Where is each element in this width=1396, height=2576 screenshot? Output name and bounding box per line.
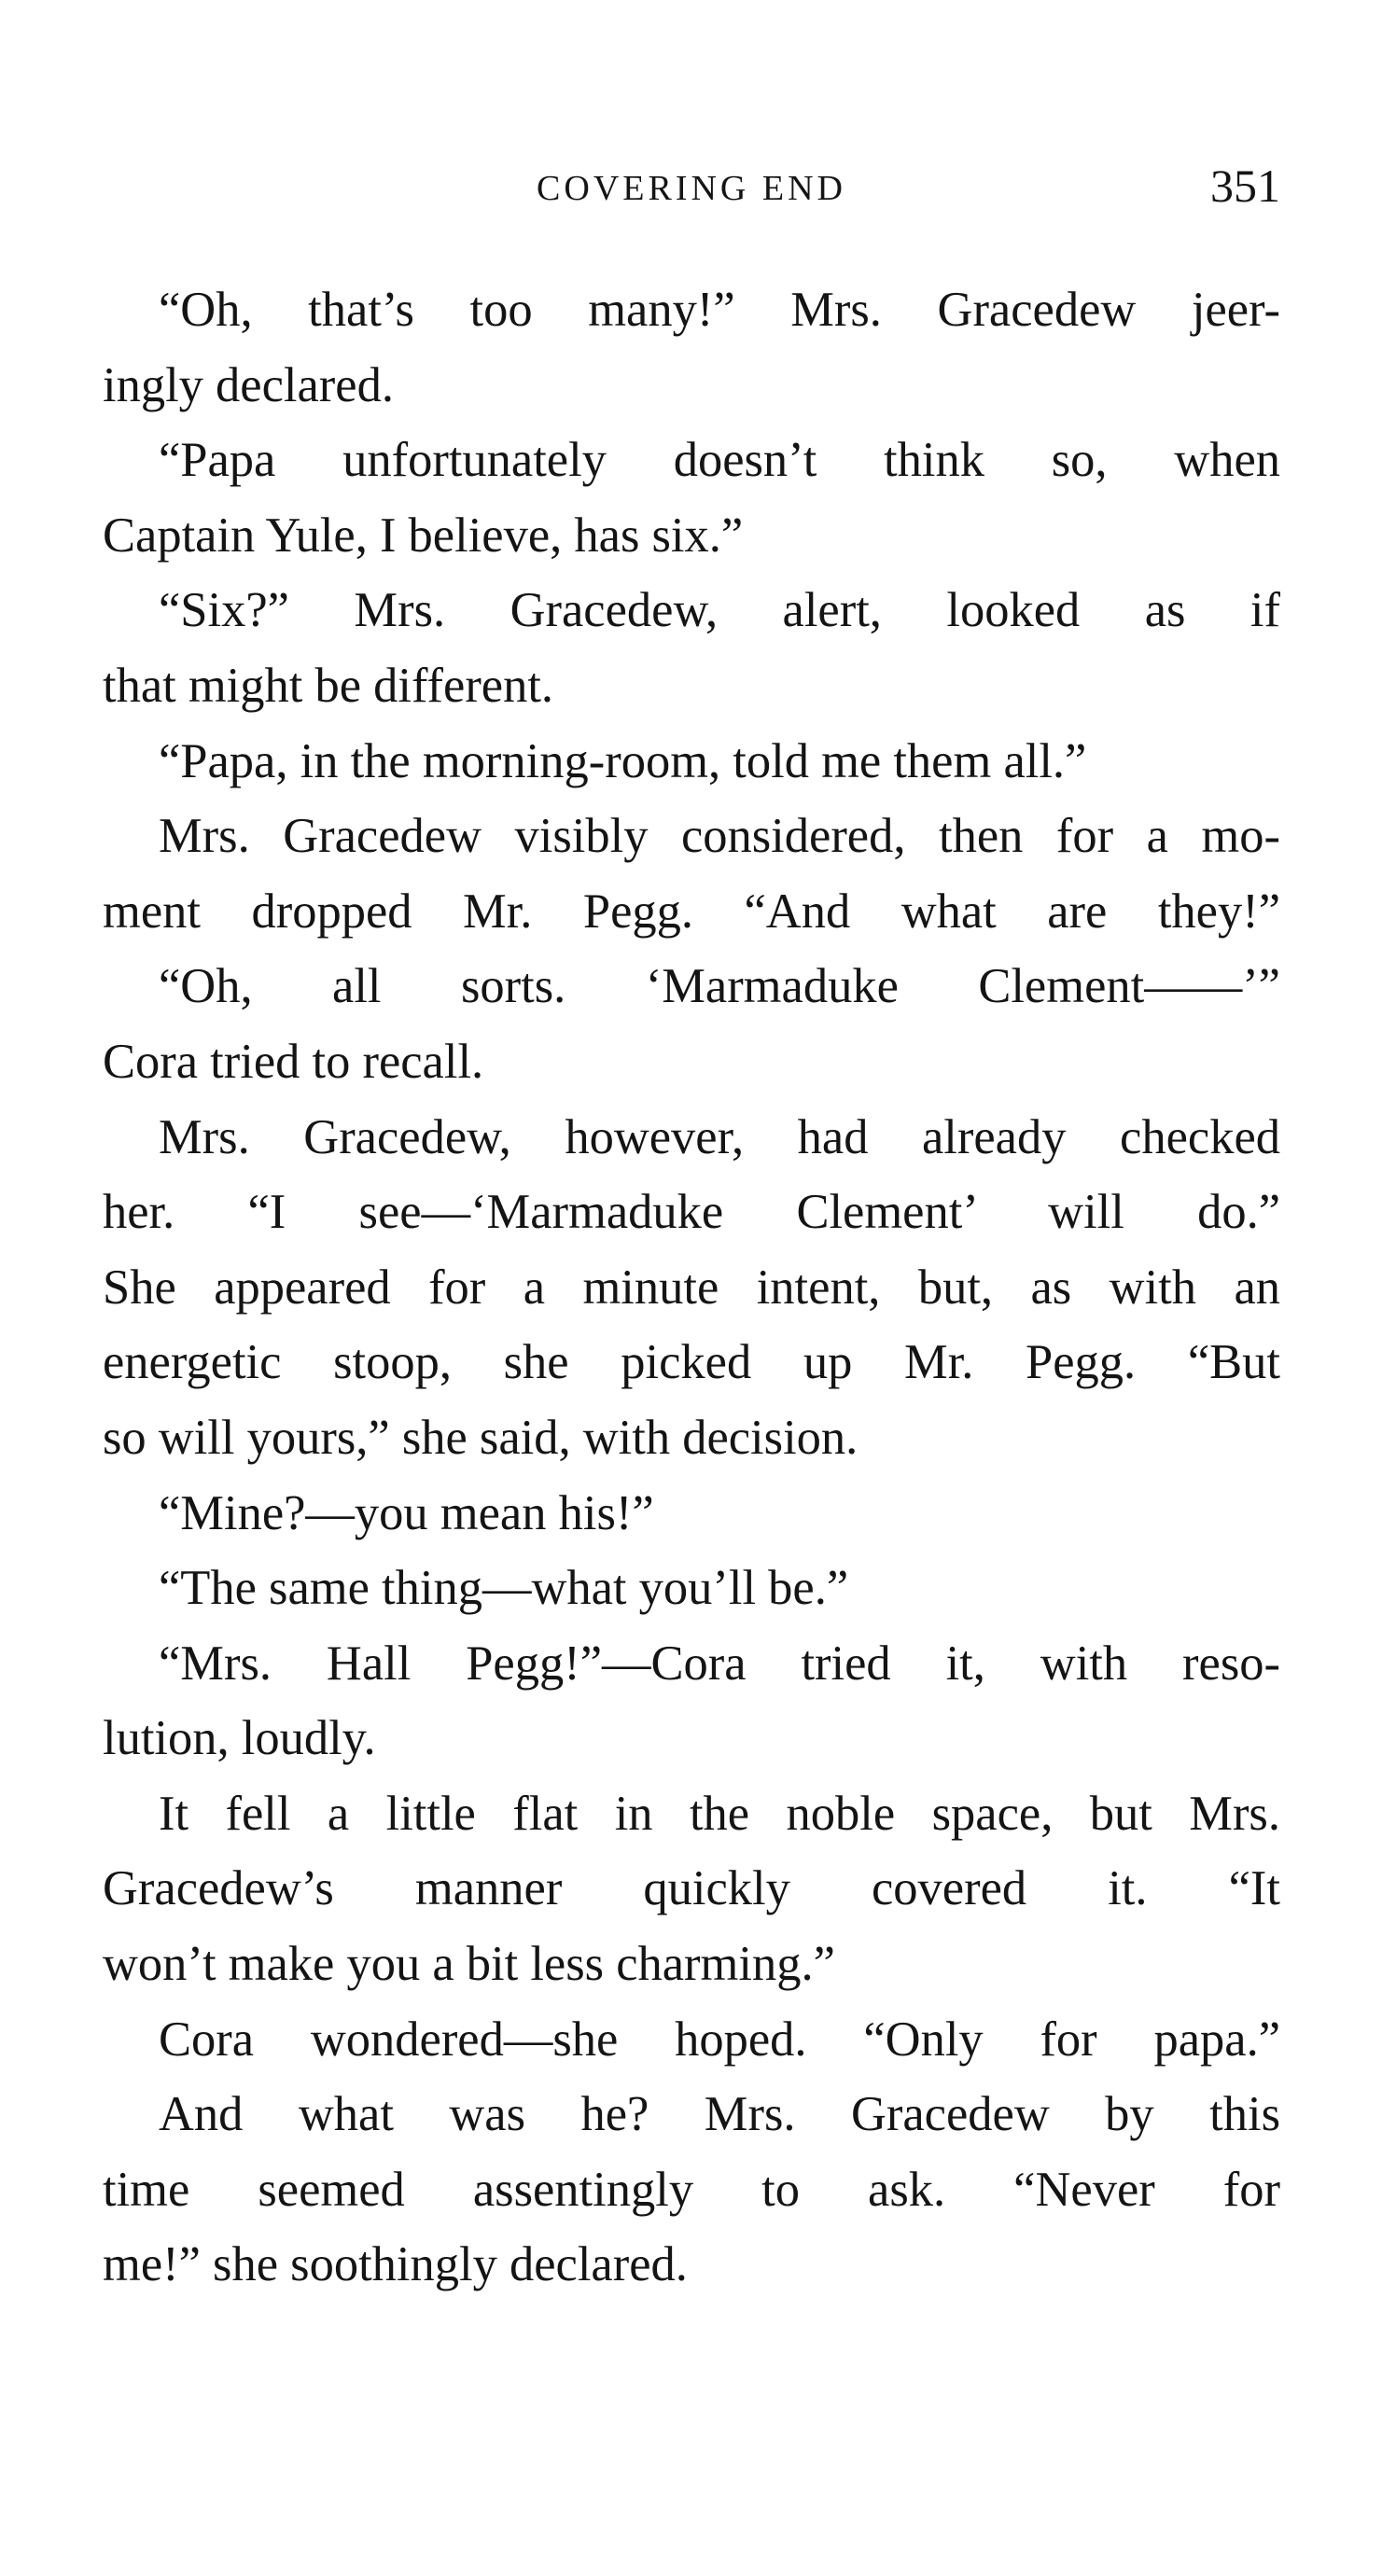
- page-number: 351: [1210, 160, 1280, 212]
- text-line: lution, loudly.: [103, 1711, 376, 1766]
- text-line: me!” she soothingly declared.: [103, 2237, 688, 2292]
- text-line: won’t make you a bit less charming.”: [103, 1937, 835, 1992]
- text-line: Gracedew’s manner quickly covered it. “It: [103, 1861, 1280, 1916]
- text-line: Mrs. Gracedew, however, had already checked: [159, 1109, 1280, 1164]
- text-line: ingly declared.: [103, 357, 394, 412]
- body-text: [103, 272, 1280, 2303]
- text-line: “Oh, that’s too many!” Mrs. Gracedew jeer-: [159, 283, 1280, 337]
- text-line: so will yours,” she said, with decision.: [103, 1410, 859, 1465]
- text-line: ment dropped Mr. Pegg. “And what are they!”: [103, 884, 1280, 939]
- text-line: “Papa unfortunately doesn’t think so, when: [159, 433, 1280, 488]
- text-line: And what was he? Mrs. Gracedew by this: [159, 2087, 1280, 2142]
- text-line: time seemed assentingly to ask. “Never for: [103, 2162, 1280, 2217]
- text-line: “Mine?—you mean his!”: [159, 1485, 654, 1540]
- text-line: She appeared for a minute intent, but, as with an: [103, 1260, 1280, 1315]
- text-line: Cora wondered—she hoped. “Only for papa.”: [159, 2012, 1280, 2067]
- text-line: “The same thing—what you’ll be.”: [159, 1561, 849, 1616]
- text-line: “Oh, all sorts. ‘Marmaduke Clement——’”: [159, 959, 1280, 1014]
- running-head: [103, 159, 1280, 224]
- text-line: It fell a little flat in the noble space, but Mrs.: [159, 1786, 1280, 1841]
- running-title: COVERING END: [537, 169, 846, 208]
- text-line: “Papa, in the morning-room, told me them all.”: [159, 733, 1087, 788]
- text-line: her. “I see—‘Marmaduke Clement’ will do.”: [103, 1185, 1280, 1240]
- text-line: Cora tried to recall.: [103, 1034, 484, 1089]
- text-line: Mrs. Gracedew visibly considered, then for a mo-: [159, 809, 1280, 864]
- text-line: energetic stoop, she picked up Mr. Pegg. “But: [103, 1335, 1280, 1390]
- text-line: “Mrs. Hall Pegg!”—Cora tried it, with reso-: [159, 1636, 1280, 1691]
- text-line: Captain Yule, I believe, has six.”: [103, 508, 744, 563]
- text-line: “Six?” Mrs. Gracedew, alert, looked as if: [159, 583, 1280, 638]
- text-line: that might be different.: [103, 658, 554, 713]
